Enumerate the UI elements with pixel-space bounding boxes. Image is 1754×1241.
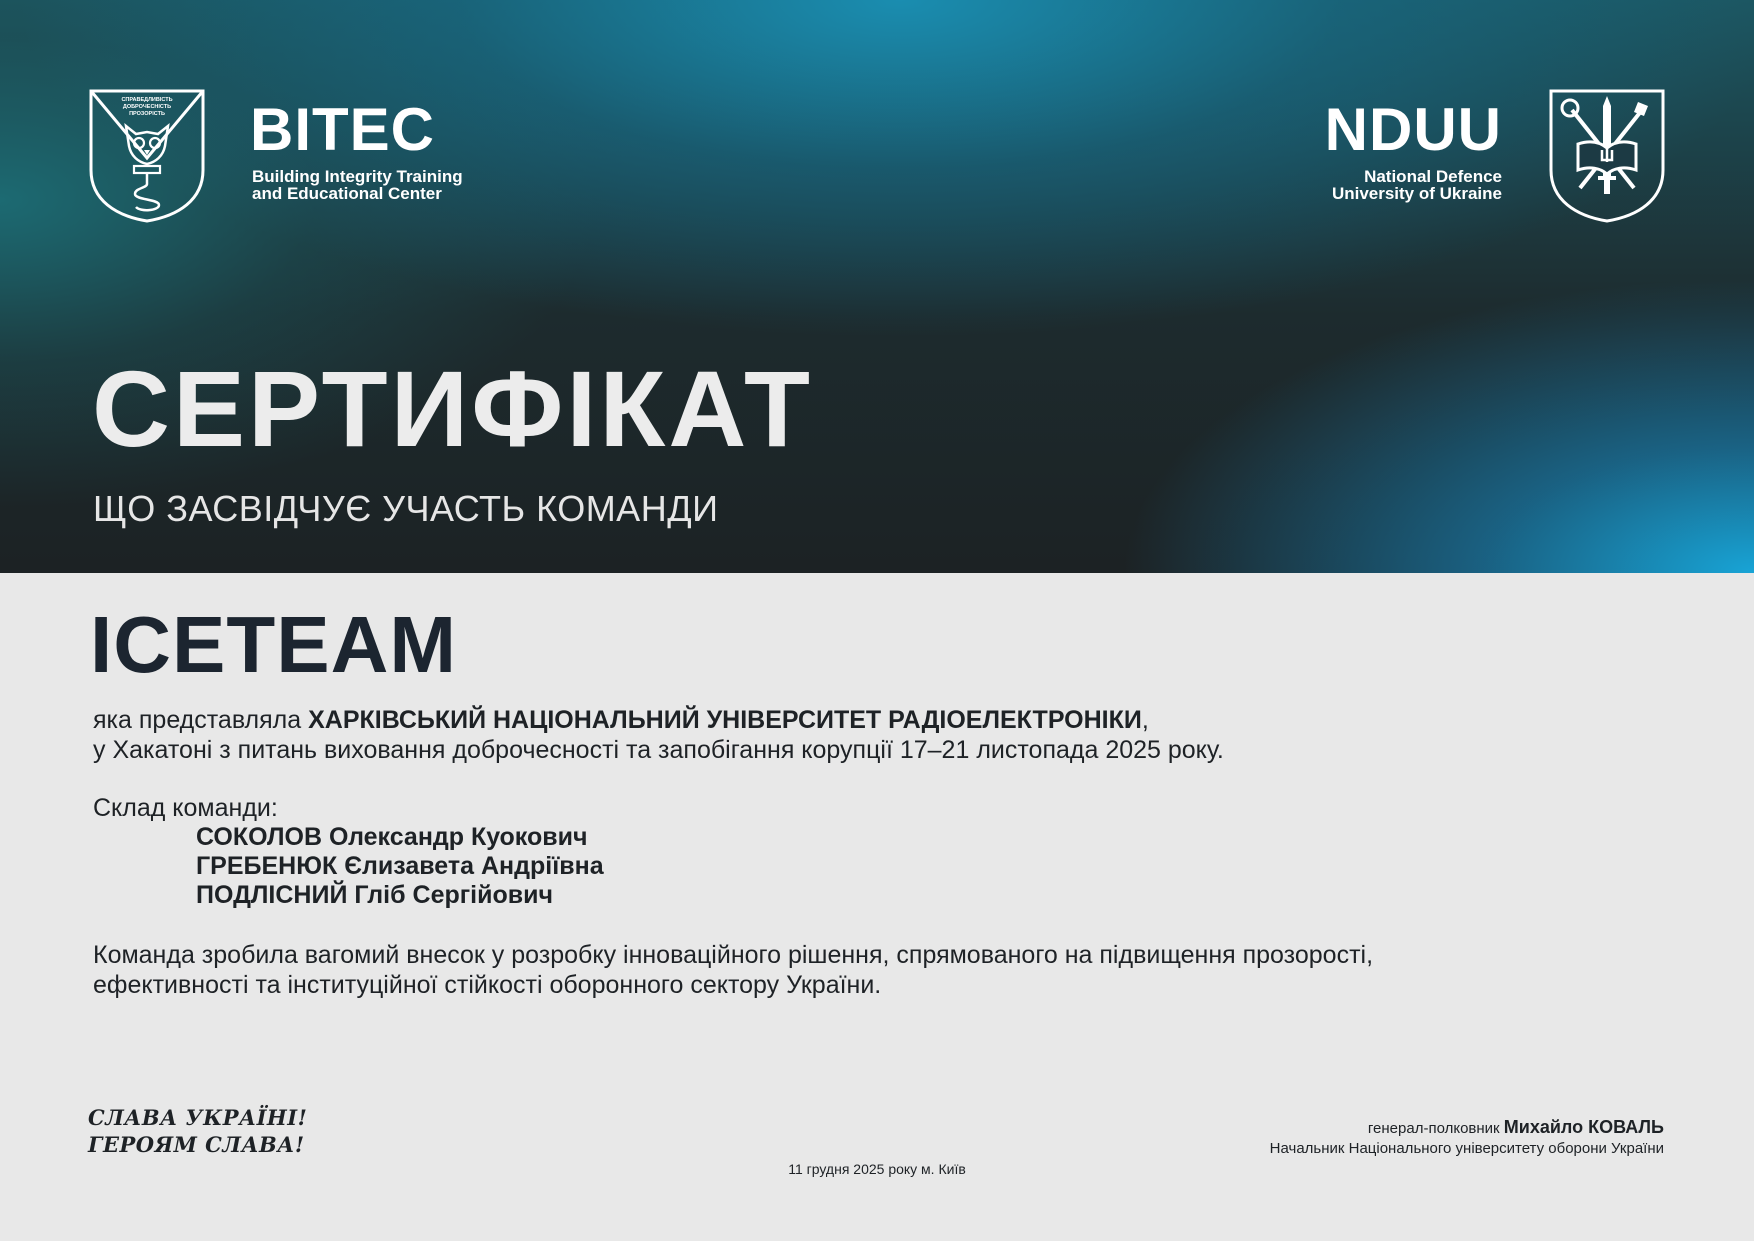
shield-motto-3: ПРОЗОРІСТЬ bbox=[129, 111, 165, 117]
represented-prefix: яка представляла bbox=[93, 706, 309, 734]
signer-block bbox=[1270, 1117, 1664, 1159]
member-3: ПОДЛІСНИЙ Гліб Сергійович bbox=[196, 881, 553, 909]
represented-suffix: , bbox=[1141, 706, 1149, 734]
certificate-subtitle: ЩО ЗАСВІДЧУЄ УЧАСТЬ КОМАНДИ bbox=[93, 488, 719, 529]
bitec-subtitle-line2: and Educational Center bbox=[252, 184, 442, 203]
slogan-line-2: ГЕРОЯМ СЛАВА! bbox=[88, 1132, 305, 1157]
contribution-line-2: ефективності та інституційної стійкості оборонного сектору України. bbox=[93, 971, 882, 999]
team-name: ICETEAM bbox=[90, 600, 457, 689]
certificate-title: СЕРТИФІКАТ bbox=[92, 348, 813, 469]
event-line: у Хакатоні з питань виховання доброчесності та запобігання корупції 17–21 листопада 2025 року. bbox=[93, 736, 1224, 764]
owl-shield-icon bbox=[88, 88, 206, 224]
university-name: ХАРКІВСЬКИЙ НАЦІОНАЛЬНИЙ УНІВЕРСИТЕТ РАДІОЕЛЕКТРОНІКИ bbox=[308, 706, 1142, 734]
nduu-logo-subtitle bbox=[1182, 168, 1502, 202]
signer-name: Михайло КОВАЛЬ bbox=[1503, 1117, 1664, 1137]
bitec-subtitle-line1: Building Integrity Training bbox=[252, 167, 463, 186]
issue-date: 11 грудня 2025 року м. Київ bbox=[788, 1161, 966, 1177]
shield-motto-1: СПРАВЕДЛИВІСТЬ bbox=[121, 97, 173, 103]
members-list bbox=[196, 823, 604, 910]
bitec-logo-title: BITEC bbox=[250, 96, 435, 163]
nduu-subtitle-line2: University of Ukraine bbox=[1331, 184, 1502, 203]
slogan-line-1: СЛАВА УКРАЇНІ! bbox=[88, 1105, 308, 1130]
slogan bbox=[88, 1104, 307, 1158]
signer-position: Начальник Національного університету оборони України bbox=[1269, 1140, 1664, 1157]
nduu-logo-title: NDUU bbox=[1324, 96, 1502, 163]
member-2: ГРЕБЕНЮК Єлизавета Андріївна bbox=[196, 852, 604, 880]
header-banner bbox=[0, 0, 1754, 573]
contribution-line-1: Команда зробила вагомий внесок у розробку інноваційного рішення, спрямованого на підвищення прозорості, bbox=[93, 941, 1374, 969]
members-label: Склад команди: bbox=[93, 794, 278, 822]
signer-rank: генерал-полковник bbox=[1367, 1120, 1504, 1137]
member-1: СОКОЛОВ Олександр Куокович bbox=[196, 823, 588, 851]
shield-motto-2: ДОБРОЧЕСНІСТЬ bbox=[122, 104, 172, 110]
nduu-subtitle-line1: National Defence bbox=[1364, 167, 1502, 186]
contribution-paragraph bbox=[93, 940, 1673, 1000]
bitec-logo-subtitle bbox=[252, 168, 552, 202]
representation-paragraph bbox=[93, 705, 1653, 765]
nduu-crest-icon bbox=[1548, 88, 1666, 224]
signer-line bbox=[1270, 1117, 1664, 1139]
representation-line bbox=[93, 705, 1653, 735]
